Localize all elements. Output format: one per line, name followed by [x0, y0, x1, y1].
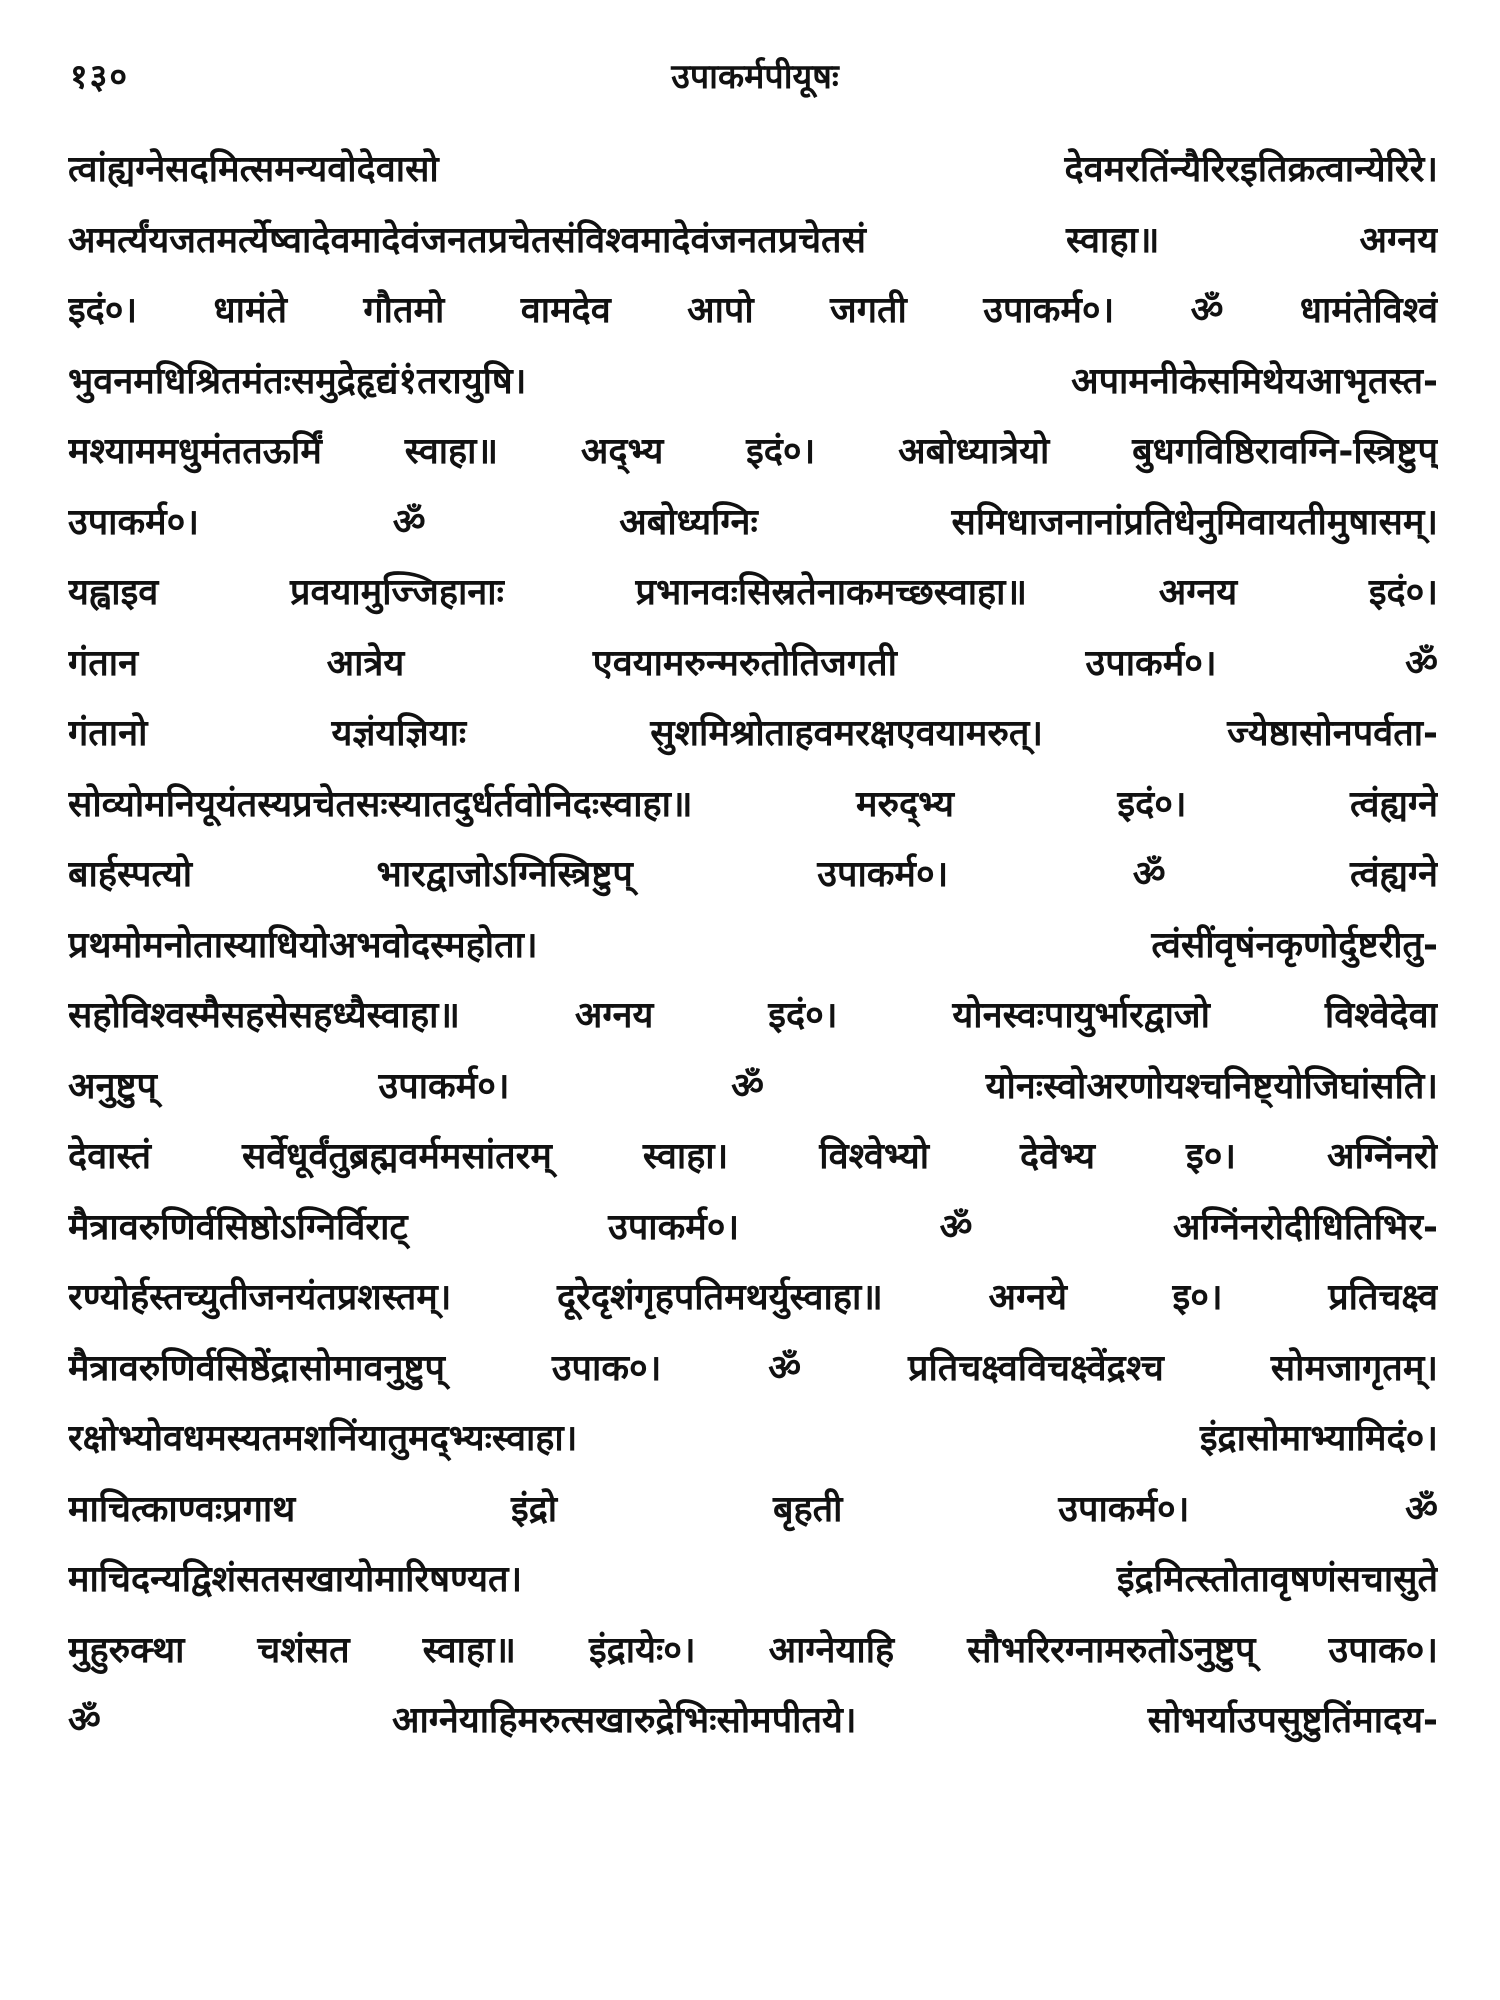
text-line: अनुष्टुप् उपाकर्म०। ॐ योनःस्वोअरणोयश्चनिष्ट्योजिघांसति।	[68, 1065, 1438, 1107]
sanskrit-text-body	[68, 135, 1438, 1757]
text-line: गंतान आत्रेय एवयामरुन्मरुतोतिजगती उपाकर्म०। ॐ	[68, 642, 1438, 684]
page-number: १३०	[70, 57, 130, 97]
text-line: माचित्काण्वःप्रगाथ इंद्रो बृहती उपाकर्म०। ॐ	[68, 1488, 1438, 1530]
text-line: सहोविश्वस्मैसहसेसहध्यैस्वाहा॥ अग्नय इदं०। योनस्वःपायुर्भारद्वाजो विश्वेदेवा	[68, 995, 1438, 1036]
text-line: रण्योर्हस्तच्युतीजनयंतप्रशस्तम्। दूरेदृशंगृहपतिमथर्युस्वाहा॥ अग्नये इ०। प्रतिचक्ष्व	[68, 1277, 1438, 1318]
text-line: माचिदन्यद्विशंसतसखायोमारिषण्यत। इंद्रमित्स्तोतावृषणंसचासुते	[68, 1559, 1438, 1600]
text-line: यह्वाइव प्रवयामुज्जिहानाः प्रभानवःसिस्रतेनाकमच्छस्वाहा॥ अग्नय इदं०।	[68, 572, 1438, 613]
text-line: मैत्रावरुणिर्वसिष्ठोऽग्निर्विराट् उपाकर्म०। ॐ अग्निंनरोदीधितिभिर-	[68, 1206, 1438, 1248]
text-line: इदं०। धामंते गौतमो वामदेव आपो जगती उपाकर्म०। ॐ धामंतेविश्वं	[68, 290, 1438, 331]
text-line: देवास्तं सर्वेधूर्वंतुब्रह्मवर्ममसांतरम् स्वाहा। विश्वेभ्यो देवेभ्य इ०। अग्निंनरो	[68, 1136, 1438, 1177]
text-line: गंतानो यज्ञंयज्ञियाः सुशमिश्रोताहवमरक्षएवयामरुत्। ज्येष्ठासोनपर्वता-	[68, 713, 1438, 754]
text-line: त्वांह्यग्नेसदमित्समन्यवोदेवासो देवमरतिंन्यैरिरइतिक्रत्वान्येरिरे।	[68, 149, 1438, 190]
text-line: ॐ आग्नेयाहिमरुत्सखारुद्रेभिःसोमपीतये। सोभर्याउपसुष्टुतिंमादय-	[68, 1700, 1438, 1741]
text-line: भुवनमधिश्रितमंतःसमुद्रेहृद्यं१ंतरायुषि। अपामनीकेसमिथेयआभृतस्त-	[68, 360, 1438, 402]
text-line: मुहुरुक्था चशंसत स्वाहा॥ इंद्रायेः०। आग्नेयाहि सौभरिरग्नामरुतोऽनुष्टुप् उपाक०।	[68, 1629, 1438, 1671]
text-line: रक्षोभ्योवधमस्यतमशनिंयातुमद्भ्यःस्वाहा। इंद्रासोमाभ्यामिदं०।	[68, 1418, 1438, 1459]
text-line: उपाकर्म०। ॐ अबोध्यग्निः समिधाजनानांप्रतिधेनुमिवायतीमुषासम्।	[68, 501, 1438, 543]
text-line: सोव्योमनियूयंतस्यप्रचेतसःस्यातदुर्धर्तवोनिदःस्वाहा॥ मरुद्भ्य इदं०। त्वंह्यग्ने	[68, 783, 1438, 825]
running-title: उपाकर्मपीयूषः	[671, 57, 839, 97]
text-line: बार्हस्पत्यो भारद्वाजोऽग्निस्त्रिष्टुप् उपाकर्म०। ॐ त्वंह्यग्ने	[68, 854, 1438, 895]
text-line: प्रथमोमनोतास्याधियोअभवोदस्महोता। त्वंसींवृषंनकृणोर्दुष्टरीतु-	[68, 924, 1438, 966]
page-header	[70, 52, 1440, 102]
text-line: मश्याममधुमंततऊर्मिं स्वाहा॥ अद्भ्य इदं०। अबोध्यात्रेयो बुधगविष्ठिरावग्नि-स्त्रिष्टुप्	[68, 431, 1438, 472]
text-line: मैत्रावरुणिर्वसिष्ठेंद्रासोमावनुष्टुप् उपाक०। ॐ प्रतिचक्ष्वविचक्ष्वेंद्रश्च सोमजागृतम्।	[68, 1347, 1438, 1389]
text-line: अमर्त्यंयजतमर्त्येष्वादेवमादेवंजनतप्रचेतसंविश्वमादेवंजनतप्रचेतसं स्वाहा॥ अग्नय	[68, 219, 1438, 261]
